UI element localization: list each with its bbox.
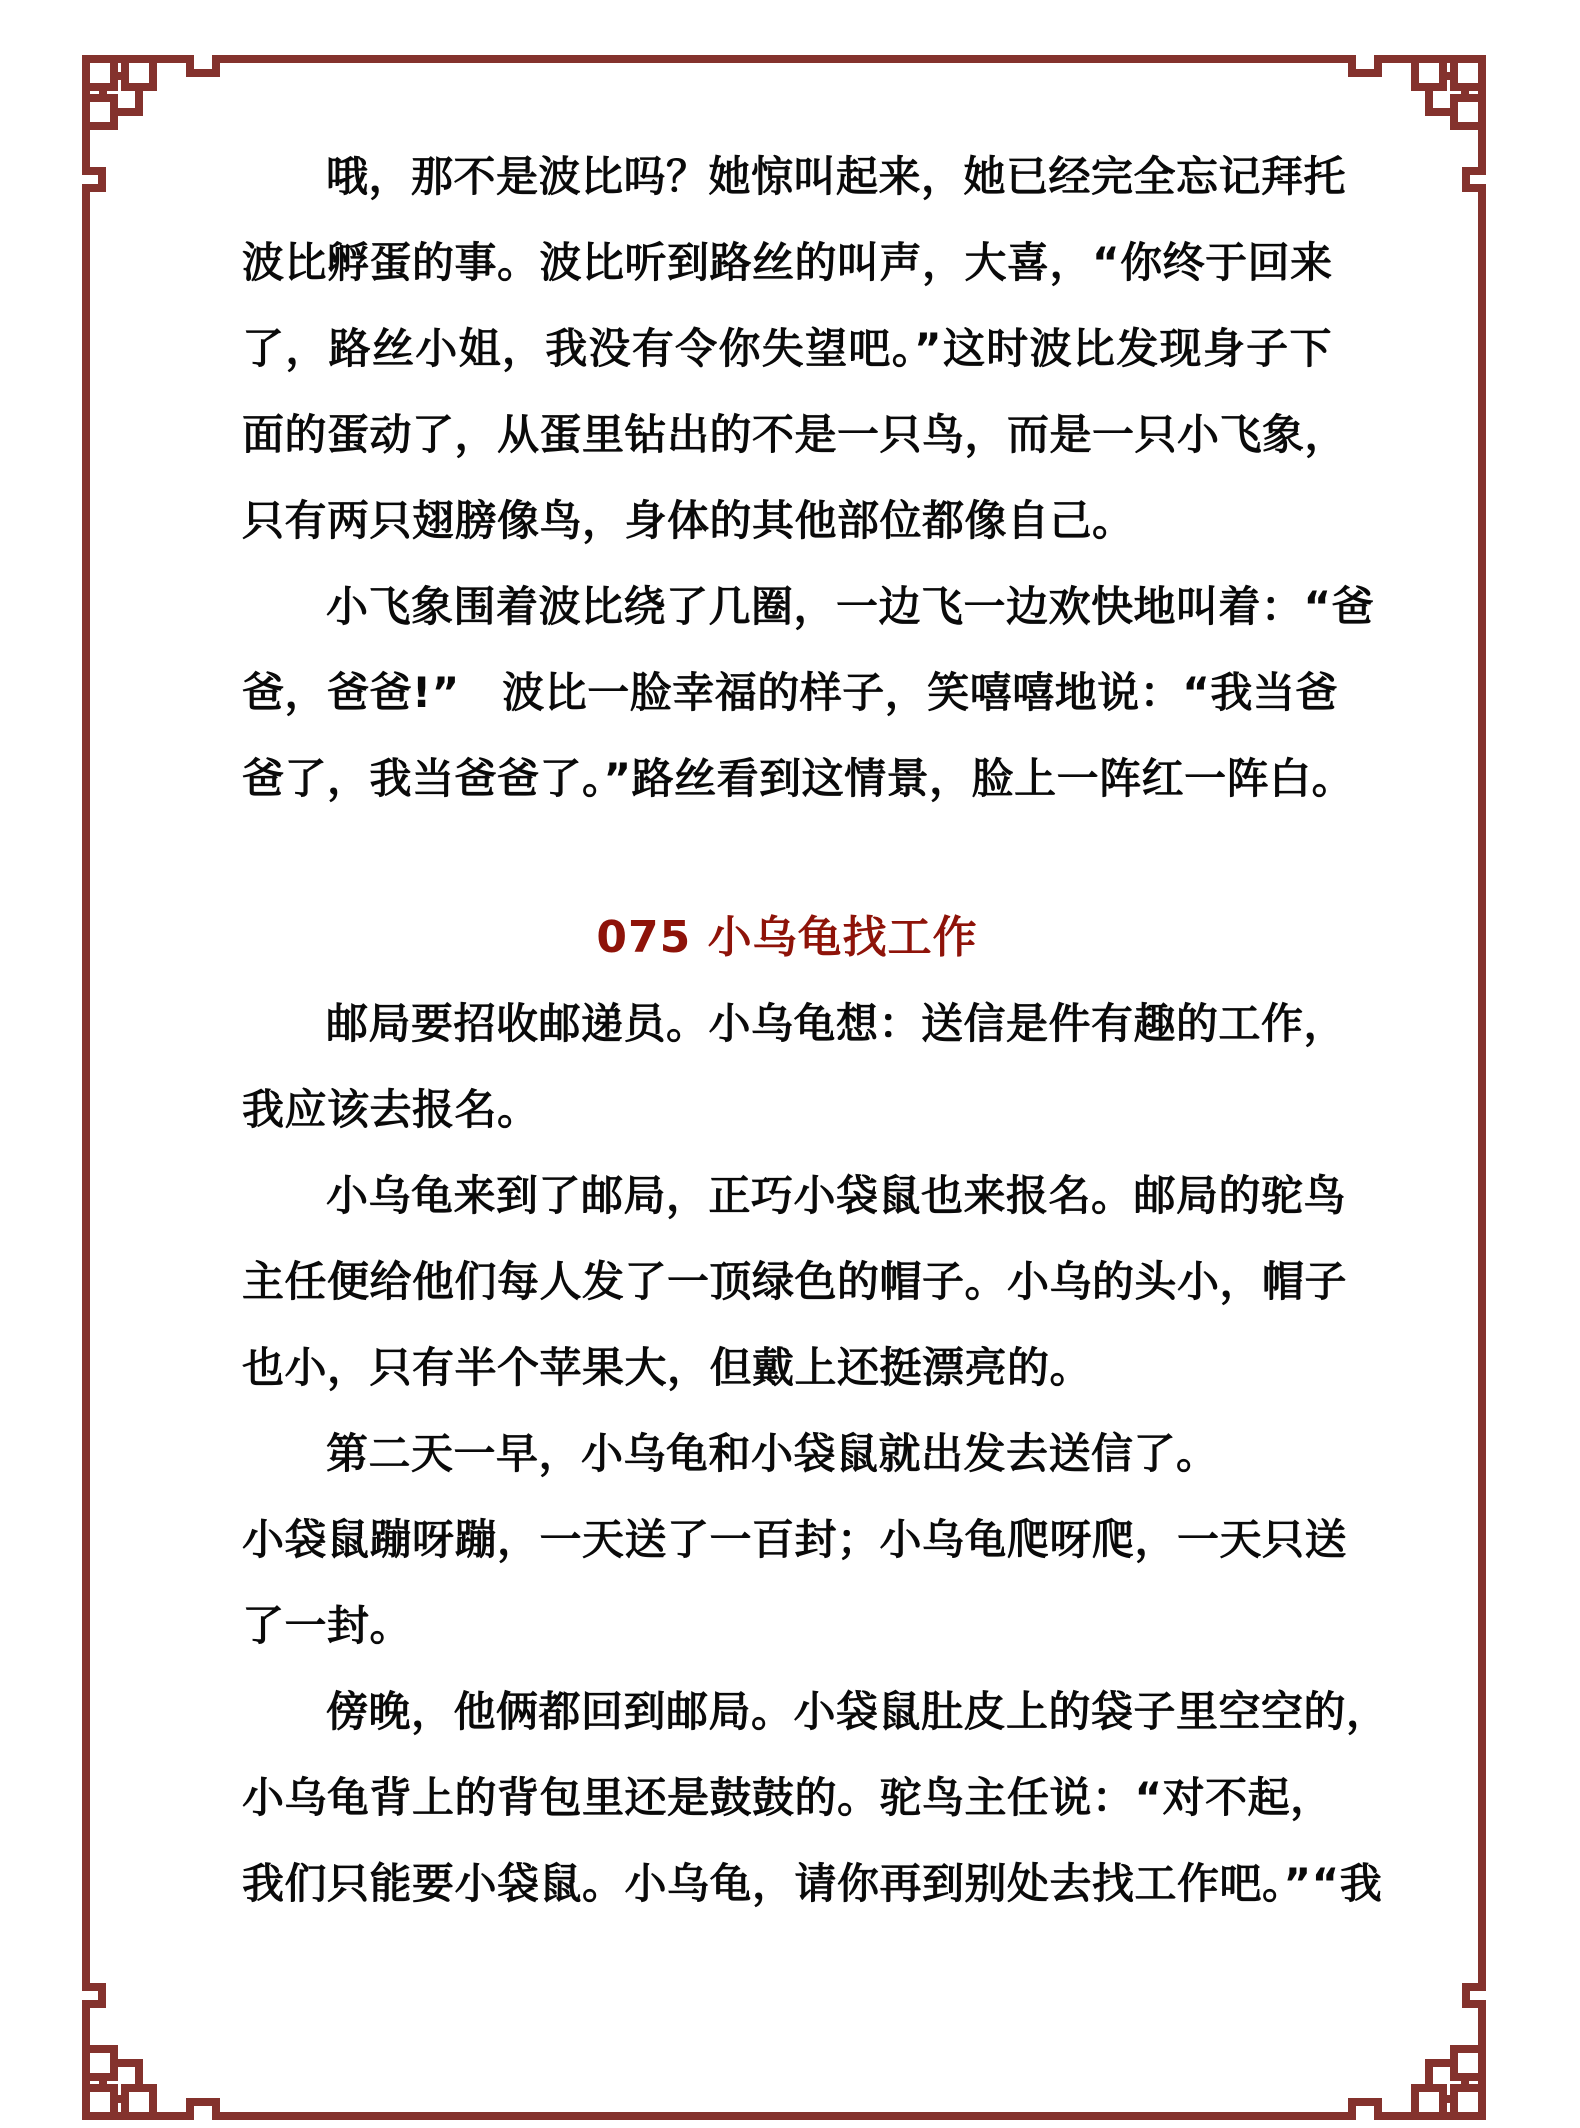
text-line: 第二天一早，小乌龟和小袋鼠就出发去送信了。 [326, 1429, 1219, 1478]
frame-corner-top-left-icon [0, 0, 230, 230]
text-line: 邮局要招收邮递员。小乌龟想：送信是件有趣的工作， [326, 999, 1347, 1048]
page-text [242, 134, 1389, 1927]
text-line: 了，路丝小姐，我没有令你失望吧。”这时波比发现身子下 [242, 324, 1332, 373]
text-line: 小飞象围着波比绕了几圈，一边飞一边欢快地叫着：“爸 [326, 582, 1375, 631]
frame-corner-top-right-icon [1338, 0, 1568, 230]
frame-border-top [224, 55, 1348, 63]
frame-corner-bottom-left-icon [0, 1945, 230, 2128]
frame-border-left [82, 224, 90, 1950]
text-line: 小乌龟来到了邮局，正巧小袋鼠也来报名。邮局的驼鸟 [326, 1171, 1347, 1220]
text-line: 爸了，我当爸爸了。”路丝看到这情景，脸上一阵红一阵白。 [242, 754, 1355, 803]
text-line: 我应该去报名。 [242, 1085, 540, 1134]
text-line: 也小，只有半个苹果大，但戴上还挺漂亮的。 [242, 1343, 1093, 1392]
frame-corner-bottom-right-icon [1338, 1945, 1568, 2128]
text-line: 面的蛋动了，从蛋里钻出的不是一只鸟，而是一只小飞象， [242, 410, 1348, 459]
text-line: 波比孵蛋的事。波比听到路丝的叫声，大喜，“你终于回来 [242, 238, 1333, 287]
text-line: 只有两只翅膀像鸟，身体的其他部位都像自己。 [242, 496, 1135, 545]
text-line: 哦，那不是波比吗？她惊叫起来，她已经完全忘记拜托 [326, 152, 1347, 201]
text-line: 小乌龟背上的背包里还是鼓鼓的。驼鸟主任说：“对不起， [242, 1773, 1333, 1822]
text-line: 小袋鼠蹦呀蹦，一天送了一百封；小乌龟爬呀爬，一天只送 [242, 1515, 1348, 1564]
text-line: 爸，爸爸!” 波比一脸幸福的样子，笑嘻嘻地说：“我当爸 [242, 668, 1338, 717]
text-line: 主任便给他们每人发了一顶绿色的帽子。小乌的头小，帽子 [242, 1257, 1348, 1306]
text-line: 了一封。 [242, 1601, 413, 1650]
text-line: 傍晚，他俩都回到邮局。小袋鼠肚皮上的袋子里空空的， [326, 1687, 1389, 1736]
text-line: 我们只能要小袋鼠。小乌龟，请你再到别处去找工作吧。”“我 [242, 1859, 1383, 1908]
frame-border-bottom [224, 2112, 1348, 2120]
section-title: 075 小乌龟找工作 [596, 912, 978, 963]
frame-border-right [1478, 224, 1486, 1950]
